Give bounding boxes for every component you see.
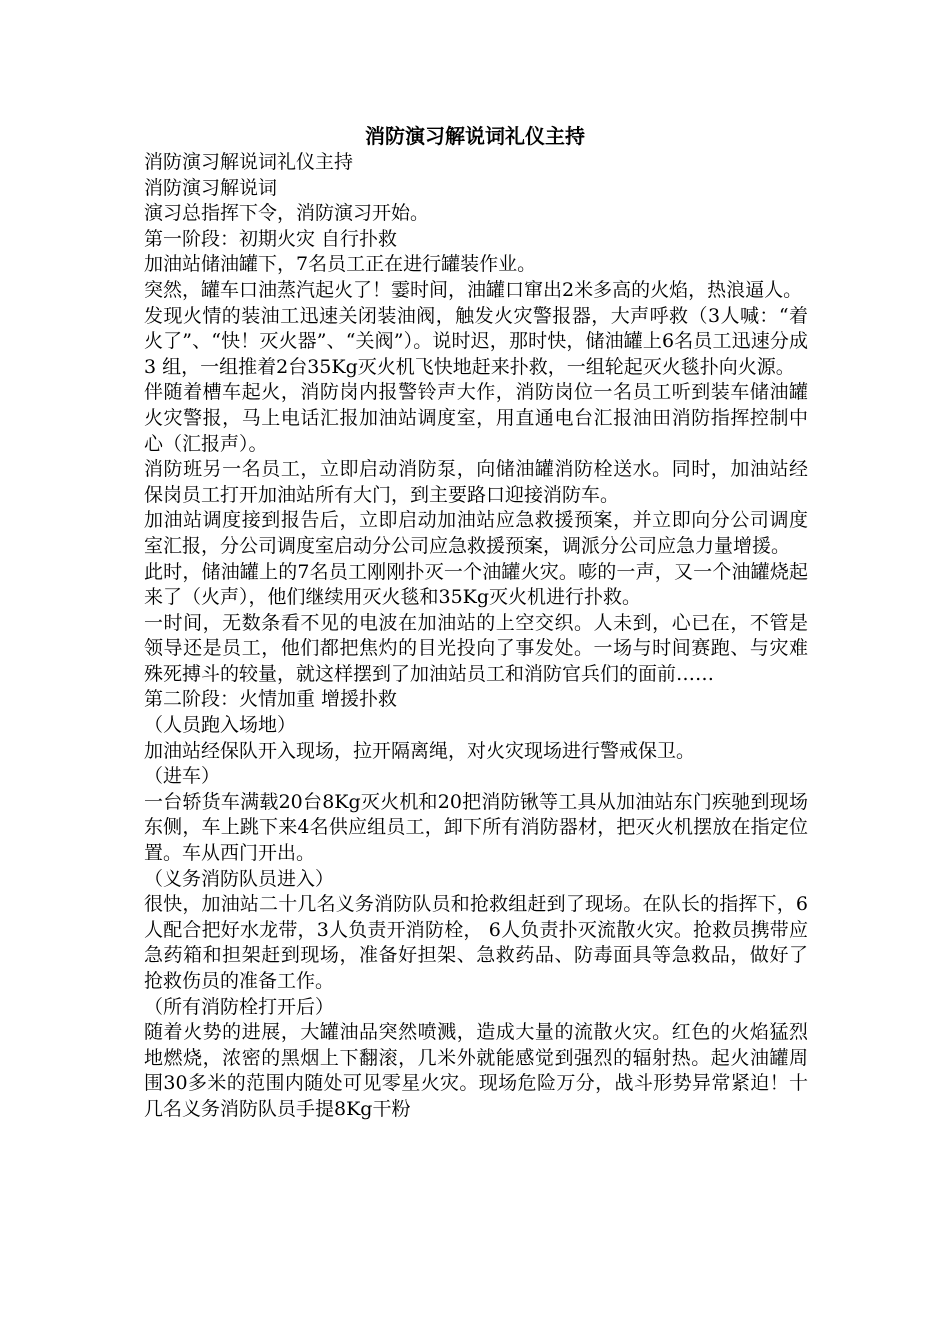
document-body: [144, 150, 808, 1123]
paragraph: 一时间，无数条看不见的电波在加油站的上空交织。人未到，心已在，不管是领导还是员工，他们都把焦灼的目光投向了事发处。一场与时间赛跑、与灾难殊死搏斗的较量，就这样摆到了加油站员工和消防官兵们的面前……: [144, 611, 808, 685]
paragraph: 一台轿货车满载20台8Kg灭火机和20把消防锹等工具从加油站东门疾驰到现场东侧，车上跳下来4名供应组员工，卸下所有消防器材，把灭火机摆放在指定位置。车从西门开出。: [144, 790, 808, 865]
stage-direction: （进车）: [144, 765, 221, 788]
paragraph: 随着火势的进展，大罐油品突然喷溅，造成大量的流散火灾。红色的火焰猛烈地燃烧，浓密的黑烟上下翻滚，几米外就能感觉到强烈的辐射热。起火油罐周围30多米的范围内随处可见零星火灾。现场危险万分，战斗形势异常紧迫！十几名义务消防队员手提8Kg干粉: [144, 1021, 808, 1120]
section-heading-stage-1: 第一阶段：初期火灾 自行扑救: [144, 227, 398, 250]
paragraph: 加油站储油罐下，7名员工正在进行罐装作业。: [144, 253, 537, 276]
document-title: 消防演习解说词礼仪主持: [365, 124, 585, 148]
stage-direction: （所有消防栓打开后）: [144, 995, 335, 1018]
paragraph-heading: 消防演习解说词: [144, 176, 278, 199]
stage-direction: （义务消防队员进入）: [144, 867, 335, 890]
paragraph: 伴随着槽车起火，消防岗内报警铃声大作，消防岗位一名员工听到装车储油罐火灾警报，马上电话汇报加油站调度室，用直通电台汇报油田消防指挥控制中心（汇报声）。: [144, 381, 808, 455]
section-heading-stage-2: 第二阶段：火情加重 增援扑救: [144, 688, 398, 711]
paragraph: 演习总指挥下令，消防演习开始。: [144, 202, 430, 225]
stage-direction: （人员跑入场地）: [144, 714, 297, 737]
paragraph: 发现火情的装油工迅速关闭装油阀，触发火灾警报器，大声呼救（3人喊：“着火了”、“快！灭火器”、“关阀”）。说时迟，那时快，储油罐上6名员工迅速分成3 组，一组推着2台35Kg灭火机飞快地赶来扑救，一组轮起灭火毯扑向火源。: [144, 304, 808, 378]
paragraph: 消防班另一名员工，立即启动消防泵，向储油罐消防栓送水。同时，加油站经保岗员工打开加油站所有大门，到主要路口迎接消防车。: [144, 458, 808, 506]
paragraph: 突然，罐车口油蒸汽起火了！霎时间，油罐口窜出2米多高的火焰，热浪逼人。: [144, 278, 803, 301]
paragraph: 此时，储油罐上的7名员工刚刚扑灭一个油罐火灾。嘭的一声，又一个油罐烧起来了（火声），他们继续用灭火毯和35Kg灭火机进行扑救。: [144, 560, 808, 609]
paragraph-subtitle: 消防演习解说词礼仪主持: [144, 151, 354, 173]
paragraph: 很快，加油站二十几名义务消防队员和抢救组赶到了现场。在队长的指挥下，6人配合把好水龙带，3人负责开消防栓， 6人负责扑灭流散火灾。抢救员携带应急药箱和担架赶到现场，准备好担架、急救药品、防毒面具等急救品，做好了抢救伤员的准备工作。: [144, 893, 808, 992]
paragraph: 加油站经保队开入现场，拉开隔离绳，对火灾现场进行警戒保卫。: [144, 739, 696, 762]
paragraph: 加油站调度接到报告后，立即启动加油站应急救援预案，并立即向分公司调度室汇报，分公司调度室启动分公司应急救援预案，调派分公司应急力量增援。: [144, 509, 808, 557]
